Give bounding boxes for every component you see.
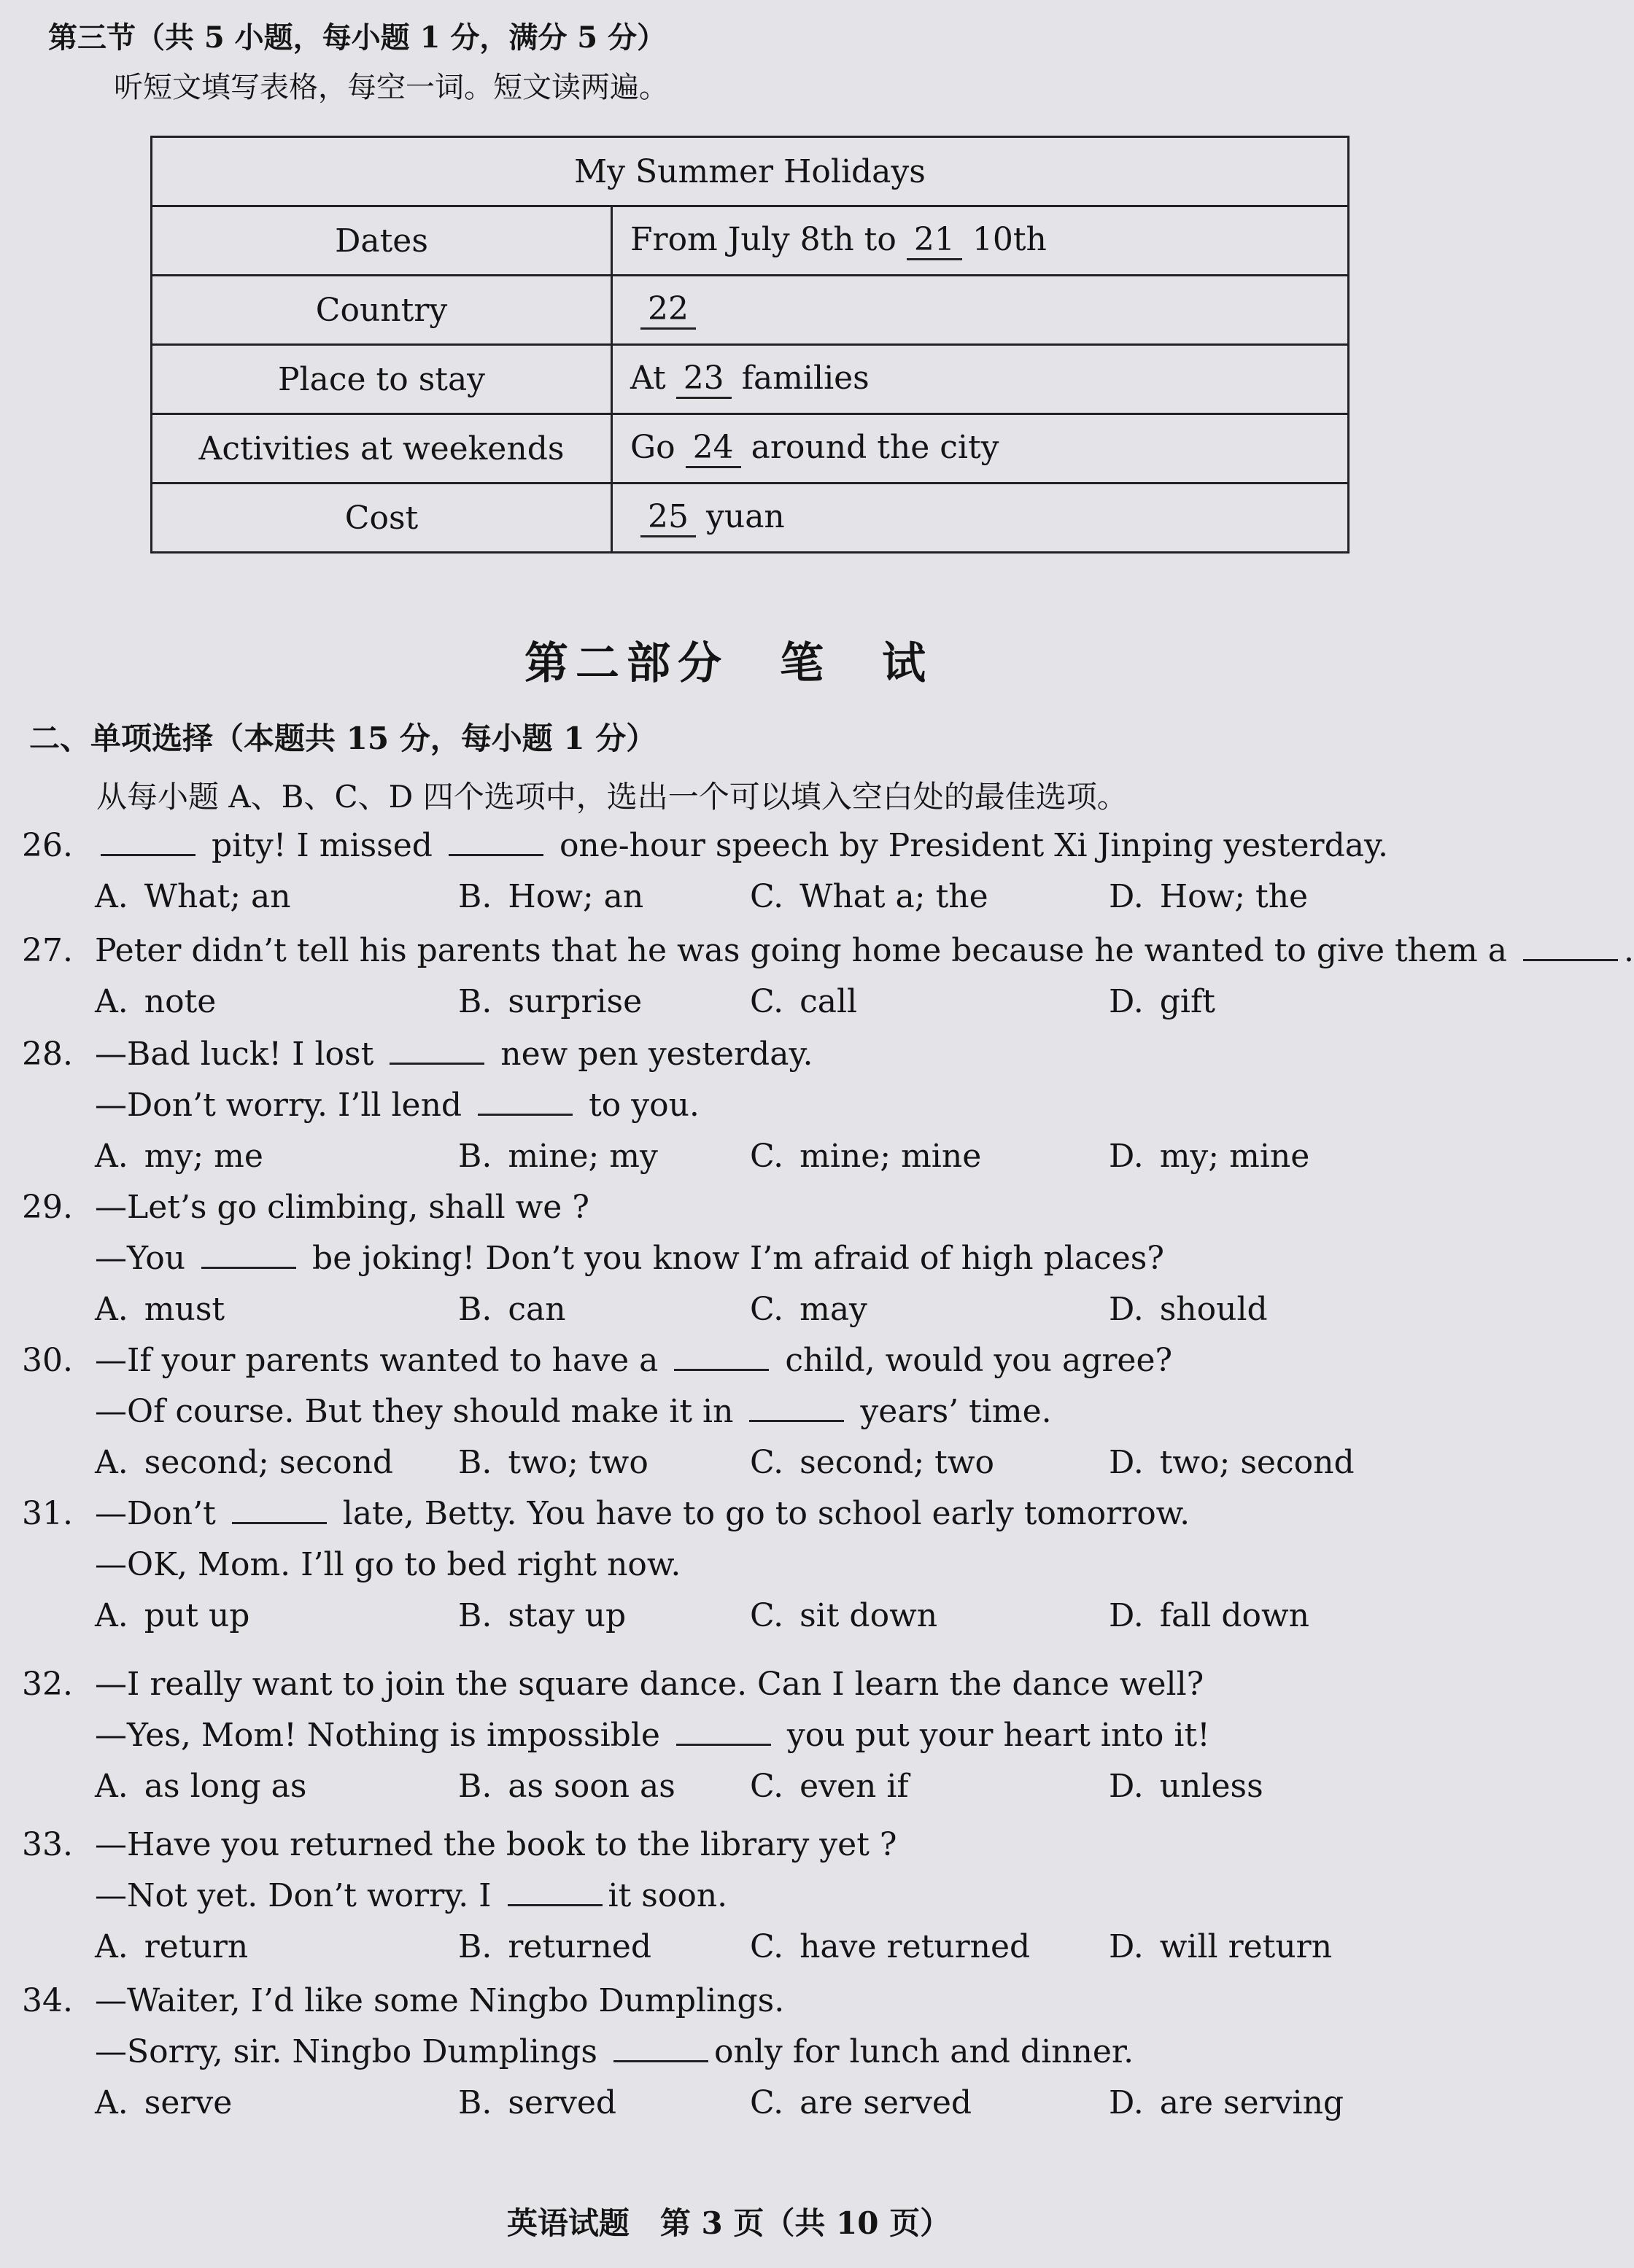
option-letter: A. (95, 983, 128, 1020)
answer-option (1109, 2084, 1344, 2121)
question-text: pity! I missed (201, 827, 443, 864)
answer-blank (613, 2060, 708, 2062)
option-text: What a; the (799, 878, 988, 915)
value-suffix: families (741, 360, 870, 397)
option-letter: B. (458, 1138, 492, 1175)
question-number: 32. (22, 1666, 73, 1703)
answer-blank-number: 21 (907, 221, 962, 260)
answer-blank (101, 854, 195, 856)
answer-option (458, 983, 642, 1020)
option-text: as long as (144, 1768, 307, 1805)
answer-option (95, 1768, 306, 1805)
answer-option (458, 878, 643, 915)
question-text: —Have you returned the book to the library yet ? (95, 1826, 897, 1863)
question-text: —Sorry, sir. Ningbo Dumplings (95, 2033, 608, 2070)
question-line (22, 827, 1388, 864)
question-text: —Don’t (95, 1495, 226, 1532)
answer-option (458, 1138, 658, 1175)
value-prefix: At (630, 360, 666, 397)
answer-option (1109, 983, 1215, 1020)
question-text: to you. (578, 1087, 700, 1124)
table-row-label: Place to stay (152, 345, 612, 414)
answer-option (458, 1597, 626, 1634)
question-text: —You (95, 1240, 196, 1277)
part2-title: 第二部分 笔 试 (524, 638, 933, 689)
question-text: —Waiter, I’d like some Ningbo Dumplings. (95, 1982, 785, 2019)
option-text: two; second (1159, 1444, 1355, 1481)
answer-blank (508, 1904, 603, 1906)
option-text: note (144, 983, 217, 1020)
question-line (95, 1877, 727, 1914)
option-text: What; an (144, 878, 291, 915)
question-text: you put your heart into it! (776, 1717, 1210, 1754)
answer-option (95, 1291, 225, 1328)
question-line (22, 1036, 813, 1073)
option-text: surprise (508, 983, 643, 1020)
question-line (22, 1666, 1204, 1703)
question-line (22, 932, 1634, 969)
question-text: —If your parents wanted to have a (95, 1342, 669, 1379)
answer-option (458, 1444, 648, 1481)
answer-option (95, 1444, 393, 1481)
question-text: it soon. (608, 1877, 728, 1914)
answer-blank (232, 1522, 327, 1524)
option-text: have returned (799, 1928, 1031, 1965)
question-text: late, Betty. You have to go to school early tomorrow. (332, 1495, 1190, 1532)
option-letter: C. (750, 1138, 784, 1175)
option-text: served (508, 2084, 617, 2121)
option-text: sit down (799, 1597, 938, 1634)
answer-option (750, 1444, 994, 1481)
answer-blank-number: 22 (640, 290, 696, 330)
option-text: gift (1159, 983, 1215, 1020)
option-text: call (799, 983, 858, 1020)
option-text: are serving (1159, 2084, 1344, 2121)
answer-blank (478, 1114, 573, 1116)
value-prefix: From July 8th to (630, 221, 897, 258)
option-text: will return (1159, 1928, 1333, 1965)
question-line (95, 1717, 1210, 1754)
answer-option (750, 1768, 909, 1805)
option-text: even if (799, 1768, 909, 1805)
option-letter: D. (1109, 1291, 1144, 1328)
option-text: stay up (508, 1597, 627, 1634)
option-text: serve (144, 2084, 233, 2121)
option-text: must (144, 1291, 225, 1328)
question-number: 31. (22, 1495, 73, 1532)
answer-option (95, 1928, 248, 1965)
answer-option (95, 1597, 249, 1634)
answer-blank (201, 1267, 296, 1269)
option-letter: B. (458, 1291, 492, 1328)
option-text: second; second (144, 1444, 394, 1481)
answer-option (458, 1928, 651, 1965)
option-text: my; mine (1159, 1138, 1310, 1175)
answer-option (1109, 1768, 1263, 1805)
question-text: —Of course. But they should make it in (95, 1393, 744, 1430)
question-text: —Yes, Mom! Nothing is impossible (95, 1717, 670, 1754)
question-text: . (1624, 932, 1634, 969)
table-row-value (612, 345, 1349, 414)
answer-option (458, 2084, 616, 2121)
option-text: put up (144, 1597, 250, 1634)
question-line (22, 1982, 784, 2019)
table-row (152, 345, 1349, 414)
option-letter: D. (1109, 983, 1144, 1020)
option-text: return (144, 1928, 249, 1965)
answer-option (750, 878, 988, 915)
answer-blank (449, 854, 543, 856)
option-letter: D. (1109, 1768, 1144, 1805)
option-letter: B. (458, 983, 492, 1020)
option-letter: C. (750, 1291, 784, 1328)
answer-option (1109, 1291, 1268, 1328)
table-row-value (612, 206, 1349, 276)
question-text: one-hour speech by President Xi Jinping yesterday. (549, 827, 1388, 864)
option-text: How; an (508, 878, 644, 915)
answer-blank (676, 1744, 771, 1746)
question-text: —Bad luck! I lost (95, 1036, 384, 1073)
section3-title: 第三节（共 5 小题，每小题 1 分，满分 5 分） (48, 20, 667, 55)
option-letter: A. (95, 1138, 128, 1175)
question-number: 34. (22, 1982, 73, 2019)
answer-blank (749, 1420, 844, 1422)
option-letter: D. (1109, 1444, 1144, 1481)
question-text: —Don’t worry. I’ll lend (95, 1087, 473, 1124)
answer-blank (1523, 959, 1618, 961)
answer-option (750, 1138, 981, 1175)
answer-blank-number: 23 (676, 360, 732, 399)
question-text: —Let’s go climbing, shall we ? (95, 1189, 589, 1226)
option-letter: C. (750, 1768, 784, 1805)
option-letter: B. (458, 1928, 492, 1965)
option-text: can (508, 1291, 566, 1328)
option-letter: C. (750, 2084, 784, 2121)
question-line (95, 2033, 1134, 2070)
option-text: are served (799, 2084, 972, 2121)
option-letter: D. (1109, 1138, 1144, 1175)
option-text: my; me (144, 1138, 263, 1175)
answer-option (1109, 1928, 1332, 1965)
answer-option (750, 1597, 937, 1634)
option-text: two; two (508, 1444, 648, 1481)
question-number: 30. (22, 1342, 73, 1379)
section3-instruction: 听短文填写表格，每空一词。短文读两遍。 (114, 71, 668, 104)
answer-option (1109, 878, 1308, 915)
question-line (22, 1342, 1172, 1379)
answer-option (1109, 1444, 1355, 1481)
option-letter: B. (458, 1768, 492, 1805)
answer-option (95, 983, 216, 1020)
summer-holidays-table (150, 136, 1350, 554)
answer-option (95, 1138, 263, 1175)
question-line (95, 1087, 700, 1124)
answer-option (750, 2084, 972, 2121)
question-text: child, would you agree? (775, 1342, 1173, 1379)
option-text: unless (1159, 1768, 1263, 1805)
option-letter: B. (458, 1444, 492, 1481)
question-line (95, 1393, 1052, 1430)
question-text: only for lunch and dinner. (713, 2033, 1134, 2070)
question-number: 28. (22, 1036, 73, 1073)
table-title: My Summer Holidays (152, 137, 1349, 206)
answer-option (750, 1928, 1030, 1965)
value-suffix: yuan (706, 498, 785, 535)
option-text: How; the (1159, 878, 1309, 915)
option-letter: A. (95, 1768, 128, 1805)
table-row-value (612, 414, 1349, 483)
option-text: may (799, 1291, 867, 1328)
option-letter: A. (95, 878, 128, 915)
question-number: 26. (22, 827, 73, 864)
answer-blank-number: 24 (686, 429, 741, 468)
answer-blank (390, 1063, 484, 1065)
option-letter: A. (95, 2084, 128, 2121)
table-row (152, 414, 1349, 483)
option-letter: B. (458, 1597, 492, 1634)
answer-option (458, 1768, 675, 1805)
option-letter: C. (750, 1597, 784, 1634)
question-text: —I really want to join the square dance. Can I learn the dance well? (95, 1666, 1204, 1703)
option-letter: A. (95, 1291, 128, 1328)
table-row-label: Activities at weekends (152, 414, 612, 483)
option-letter: A. (95, 1597, 128, 1634)
question-line (22, 1826, 897, 1863)
option-letter: C. (750, 878, 784, 915)
answer-blank-number: 25 (640, 498, 696, 537)
answer-option (750, 1291, 867, 1328)
answer-option (1109, 1138, 1309, 1175)
question-number: 29. (22, 1189, 73, 1226)
option-letter: B. (458, 878, 492, 915)
option-letter: C. (750, 983, 784, 1020)
option-letter: A. (95, 1928, 128, 1965)
question-text: new pen yesterday. (490, 1036, 813, 1073)
value-suffix: 10th (972, 221, 1047, 258)
table-row-label: Cost (152, 483, 612, 553)
question-text: years’ time. (850, 1393, 1052, 1430)
option-letter: A. (95, 1444, 128, 1481)
option-text: as soon as (508, 1768, 675, 1805)
value-suffix: around the city (751, 429, 999, 466)
question-line (95, 1240, 1164, 1277)
option-letter: D. (1109, 1597, 1144, 1634)
question-line (22, 1189, 589, 1226)
option-letter: D. (1109, 878, 1144, 915)
option-text: second; two (799, 1444, 994, 1481)
table-row-value (612, 276, 1349, 345)
table-row-value (612, 483, 1349, 553)
answer-option (95, 2084, 232, 2121)
option-letter: C. (750, 1444, 784, 1481)
table-row (152, 483, 1349, 553)
option-letter: D. (1109, 1928, 1144, 1965)
option-text: returned (508, 1928, 651, 1965)
question-number: 27. (22, 932, 73, 969)
page-footer: 英语试题 第 3 页（共 10 页） (506, 2205, 951, 2241)
answer-option (1109, 1597, 1309, 1634)
option-text: fall down (1159, 1597, 1310, 1634)
option-text: mine; my (508, 1138, 658, 1175)
option-letter: D. (1109, 2084, 1144, 2121)
option-letter: C. (750, 1928, 784, 1965)
table-row (152, 276, 1349, 345)
section2-instruction: 从每小题 A、B、C、D 四个选项中，选出一个可以填入空白处的最佳选项。 (96, 779, 1128, 815)
value-prefix: Go (630, 429, 675, 466)
answer-option (95, 878, 291, 915)
option-letter: B. (458, 2084, 492, 2121)
table-row-label: Country (152, 276, 612, 345)
option-text: mine; mine (799, 1138, 982, 1175)
question-text: Peter didn’t tell his parents that he was going home because he wanted to give them a (95, 932, 1517, 969)
question-text: be joking! Don’t you know I’m afraid of high places? (302, 1240, 1164, 1277)
question-text: —OK, Mom. I’ll go to bed right now. (95, 1546, 681, 1583)
table-row (152, 206, 1349, 276)
option-text: should (1159, 1291, 1268, 1328)
answer-option (458, 1291, 566, 1328)
section2-heading: 二、单项选择（本题共 15 分，每小题 1 分） (29, 721, 657, 756)
table-row-label: Dates (152, 206, 612, 276)
answer-blank (674, 1369, 769, 1371)
question-line (22, 1495, 1190, 1532)
question-number: 33. (22, 1826, 73, 1863)
answer-option (750, 983, 857, 1020)
question-line (95, 1546, 681, 1583)
question-text: —Not yet. Don’t worry. I (95, 1877, 502, 1914)
